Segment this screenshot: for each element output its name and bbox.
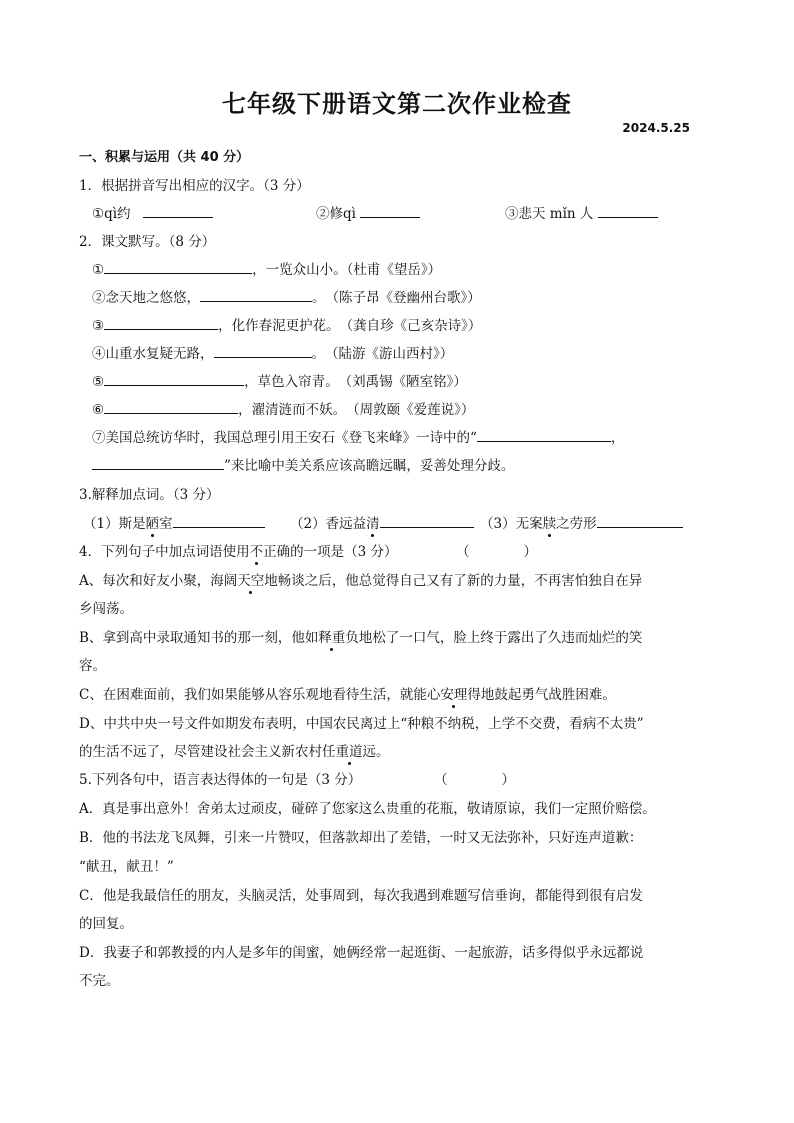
q2-line-2 <box>92 286 481 306</box>
q2-blank-7[interactable] <box>477 427 611 442</box>
q3-blank-1[interactable] <box>173 513 265 528</box>
q2-line-4 <box>92 342 453 362</box>
q5-option-d-cont: 不完。 <box>79 973 120 989</box>
q3-item-3-pre: （3）无案 <box>480 516 543 532</box>
q4-option-b[interactable] <box>79 626 642 646</box>
q2-line-5-text: ，草色入帘青。 （刘禹锡《陋室铭》） <box>244 374 467 390</box>
q2-line-2-source: 。 （陈子昂《登幽州台歌》） <box>312 290 481 306</box>
q3-item-3 <box>480 512 683 532</box>
q4-a-pre: A、每次和好友小聚，海阔 <box>79 573 238 589</box>
q2-line-6-prefix: ⑥ <box>92 402 105 418</box>
q1-answer-3[interactable] <box>598 203 658 218</box>
q4-option-b-cont: 容。 <box>79 658 106 674</box>
q3-item-1-dotted: 陋 <box>146 512 160 532</box>
q1-item-1-label: ①qì约 <box>92 206 131 222</box>
q1-stem: 1．根据拼音写出相应的汉字。（3 分） <box>79 178 310 194</box>
q2-line-3-prefix: ③ <box>92 318 105 334</box>
q5-option-b-cont: “献丑，献丑！” <box>79 859 174 875</box>
q2-blank-3[interactable] <box>104 315 218 330</box>
q4-b-post: 地松了一口气，脸上终于露出了久违而灿烂的笑 <box>358 630 643 646</box>
q4-c-pre: C、在困难面前，我们如果能够从容乐观地看待生活，就能 <box>79 687 427 703</box>
q3-item-2 <box>290 512 474 532</box>
q1-item-2-label: ②修qì <box>316 206 356 222</box>
q2-blank-5[interactable] <box>104 371 244 386</box>
q4-c-dotted: 心安理得 <box>427 683 481 703</box>
q3-item-3-dotted: 牍 <box>543 512 557 532</box>
q1-item-2 <box>316 202 420 222</box>
q2-line-3 <box>92 314 481 334</box>
q5-option-d[interactable]: D．我妻子和郭教授的内人是多年的闺蜜，她俩经常一起逛街、一起旅游，话多得似乎永远都说 <box>79 945 644 961</box>
q2-blank-8[interactable] <box>92 455 224 470</box>
q2-line-4-text: ④山重水复疑无路， <box>92 346 214 362</box>
q1-item-1 <box>92 202 213 222</box>
q3-item-1-pre: （1）斯是 <box>83 516 146 532</box>
q2-line-6-text: ，濯清涟而不妖。 （周敦颐《爱莲说》） <box>238 402 475 418</box>
q4-stem <box>79 540 397 560</box>
q2-line-3-text: ，化作春泥更护花。 （龚自珍《己亥杂诗》） <box>218 318 482 334</box>
q2-stem: 2．课文默写。（8 分） <box>79 234 216 250</box>
section-heading: 一、积累与运用（共 40 分） <box>79 150 250 165</box>
q4-stem-pre: 4．下列句子中加点词语使用 <box>79 544 250 560</box>
q1-answer-1[interactable] <box>143 203 213 218</box>
q1-item-3 <box>505 202 658 222</box>
page-title: 七年级下册语文第二次作业检查 <box>222 90 572 118</box>
q4-d-post: 。 <box>376 744 390 760</box>
q4-option-c[interactable] <box>79 683 616 703</box>
q2-blank-2[interactable] <box>200 287 312 302</box>
q4-option-a[interactable] <box>79 569 642 589</box>
q1-item-3-label: ③悲天 mǐn 人 <box>505 206 594 222</box>
q4-option-d[interactable]: D、中共中央一号文件如期发布表明，中国农民离过上“种粮不纳税，上学不交费，看病不太贵” <box>79 716 644 732</box>
q2-line-5 <box>92 370 467 390</box>
q2-line-1-text: ，一览众山小。（杜甫《望岳》） <box>252 262 442 278</box>
q1-answer-2[interactable] <box>360 203 420 218</box>
q3-stem: 3.解释加点词。（3 分） <box>79 487 220 503</box>
q4-b-dotted: 如释重负 <box>305 626 359 646</box>
q2-line-8 <box>92 454 514 474</box>
q4-b-pre: B、拿到高中录取通知书的那一刻，他 <box>79 630 305 646</box>
q5-option-b[interactable]: B．他的书法龙飞凤舞，引来一片赞叹，但落款却出了差错，一时又无法弥补，只好连声道歉： <box>79 830 643 846</box>
q3-blank-2[interactable] <box>380 513 474 528</box>
q4-d-dotted: 任重道远 <box>322 740 376 760</box>
q4-option-d-cont <box>79 740 390 760</box>
q2-line-8-text: ”来比喻中美关系应该高瞻远瞩，妥善处理分歧。 <box>224 458 515 474</box>
q5-option-c-cont: 的回复。 <box>79 916 133 932</box>
q2-blank-1[interactable] <box>104 259 252 274</box>
q2-line-5-prefix: ⑤ <box>92 374 105 390</box>
q3-item-1 <box>83 512 265 532</box>
q4-answer-paren[interactable]: （ ） <box>456 544 537 560</box>
q3-blank-3[interactable] <box>597 513 683 528</box>
q3-item-2-pre: （2）香远益 <box>290 516 367 532</box>
q5-answer-paren[interactable]: （ ） <box>434 772 515 788</box>
q5-stem: 5.下列各句中，语言表达得体的一句是（3 分） <box>79 772 362 788</box>
q2-line-7-text: ⑦美国总统访华时，我国总理引用王安石《登飞来峰》一诗中的“ <box>92 430 477 446</box>
q2-line-7-end: ， <box>610 430 625 446</box>
q2-line-1-prefix: ① <box>92 262 105 278</box>
q4-a-post: 地畅谈之后，他总觉得自己又有了新的力量，不再害怕独自在异 <box>264 573 643 589</box>
q3-item-2-dotted: 清 <box>366 512 380 532</box>
q4-d-pre: 的生活不远了，尽管建设社会主义新农村 <box>79 744 322 760</box>
q2-line-7 <box>92 426 624 446</box>
q5-option-c[interactable]: C．他是我最信任的朋友，头脑灵活，处事周到，每次我遇到难题写信垂询，都能得到很有启发 <box>79 888 643 904</box>
q5-option-a[interactable]: A．真是事出意外！舍弟太过顽皮，碰碎了您家这么贵重的花瓶，敬请原谅，我们一定照价赔偿。 <box>79 801 656 817</box>
q2-line-6 <box>92 398 474 418</box>
q4-a-dotted: 天空 <box>237 569 264 589</box>
date-label: 2024.5.25 <box>622 121 690 135</box>
q4-option-a-cont: 乡闯荡。 <box>79 601 133 617</box>
q2-line-2-text: ②念天地之悠悠， <box>92 290 200 306</box>
q4-stem-dotted: 不 <box>250 540 264 560</box>
q2-line-1 <box>92 258 441 278</box>
q3-item-1-post: 室 <box>159 516 173 532</box>
q3-item-3-post: 之劳形 <box>556 516 597 532</box>
q4-stem-post: 正确的一项是（3 分） <box>263 544 398 560</box>
q2-blank-4[interactable] <box>214 343 312 358</box>
q2-line-4-source: 。 （陆游《游山西村》） <box>311 346 454 362</box>
q2-blank-6[interactable] <box>104 399 238 414</box>
q4-c-post: 地鼓起勇气战胜困难。 <box>480 687 616 703</box>
